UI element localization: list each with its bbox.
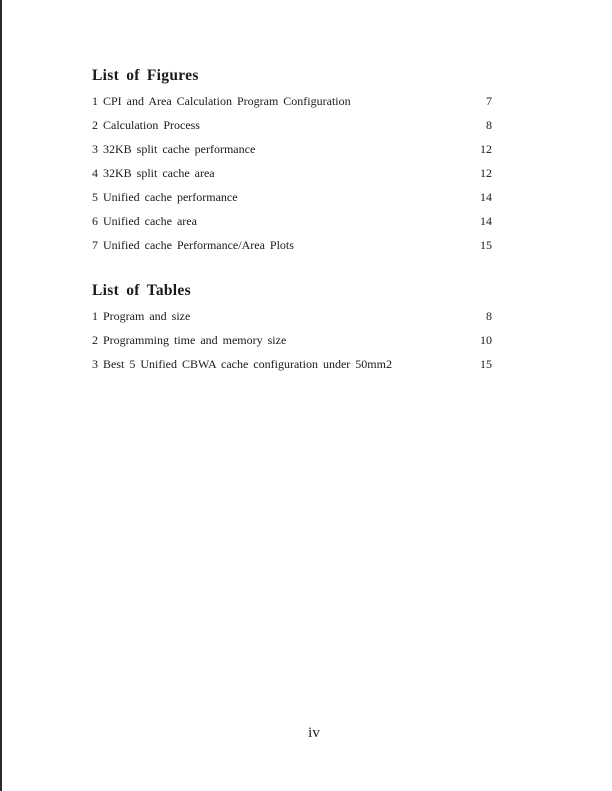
figure-entry-page: 12 [480,142,492,156]
figures-list [92,89,492,257]
table-entry-label: 2 Programming time and memory size [92,333,287,347]
list-of-figures-heading: List of Figures [92,67,199,84]
table-entry [92,328,492,352]
table-entry [92,304,492,328]
tables-list [92,304,492,376]
figure-entry [92,113,492,137]
figure-entry [92,209,492,233]
list-of-figures [92,66,492,257]
figure-entry-label: 5 Unified cache performance [92,190,238,204]
page-left-edge [0,0,2,791]
table-entry-page: 8 [486,309,492,323]
figure-entry [92,161,492,185]
figure-entry-label: 6 Unified cache area [92,214,197,228]
figure-entry-page: 15 [480,238,492,252]
table-entry-label: 1 Program and size [92,309,191,323]
figure-entry-label: 2 Calculation Process [92,118,200,132]
figure-entry-page: 8 [486,118,492,132]
figure-entry-page: 12 [480,166,492,180]
figure-entry-label: 1 CPI and Area Calculation Program Configuration [92,94,351,108]
list-of-tables [92,281,492,376]
table-entry-page: 15 [480,357,492,371]
table-entry [92,352,492,376]
figure-entry [92,137,492,161]
figure-entry [92,233,492,257]
figure-entry-page: 7 [486,94,492,108]
figure-entry-label: 7 Unified cache Performance/Area Plots [92,238,294,252]
table-entry-label: 3 Best 5 Unified CBWA cache configuration under 50mm2 [92,357,392,371]
figure-entry [92,89,492,113]
figure-entry-label: 3 32KB split cache performance [92,142,256,156]
figure-entry-page: 14 [480,214,492,228]
table-entry-page: 10 [480,333,492,347]
figure-entry-label: 4 32KB split cache area [92,166,215,180]
figure-entry [92,185,492,209]
page-number: iv [308,725,320,741]
figure-entry-page: 14 [480,190,492,204]
list-of-tables-heading: List of Tables [92,282,191,299]
